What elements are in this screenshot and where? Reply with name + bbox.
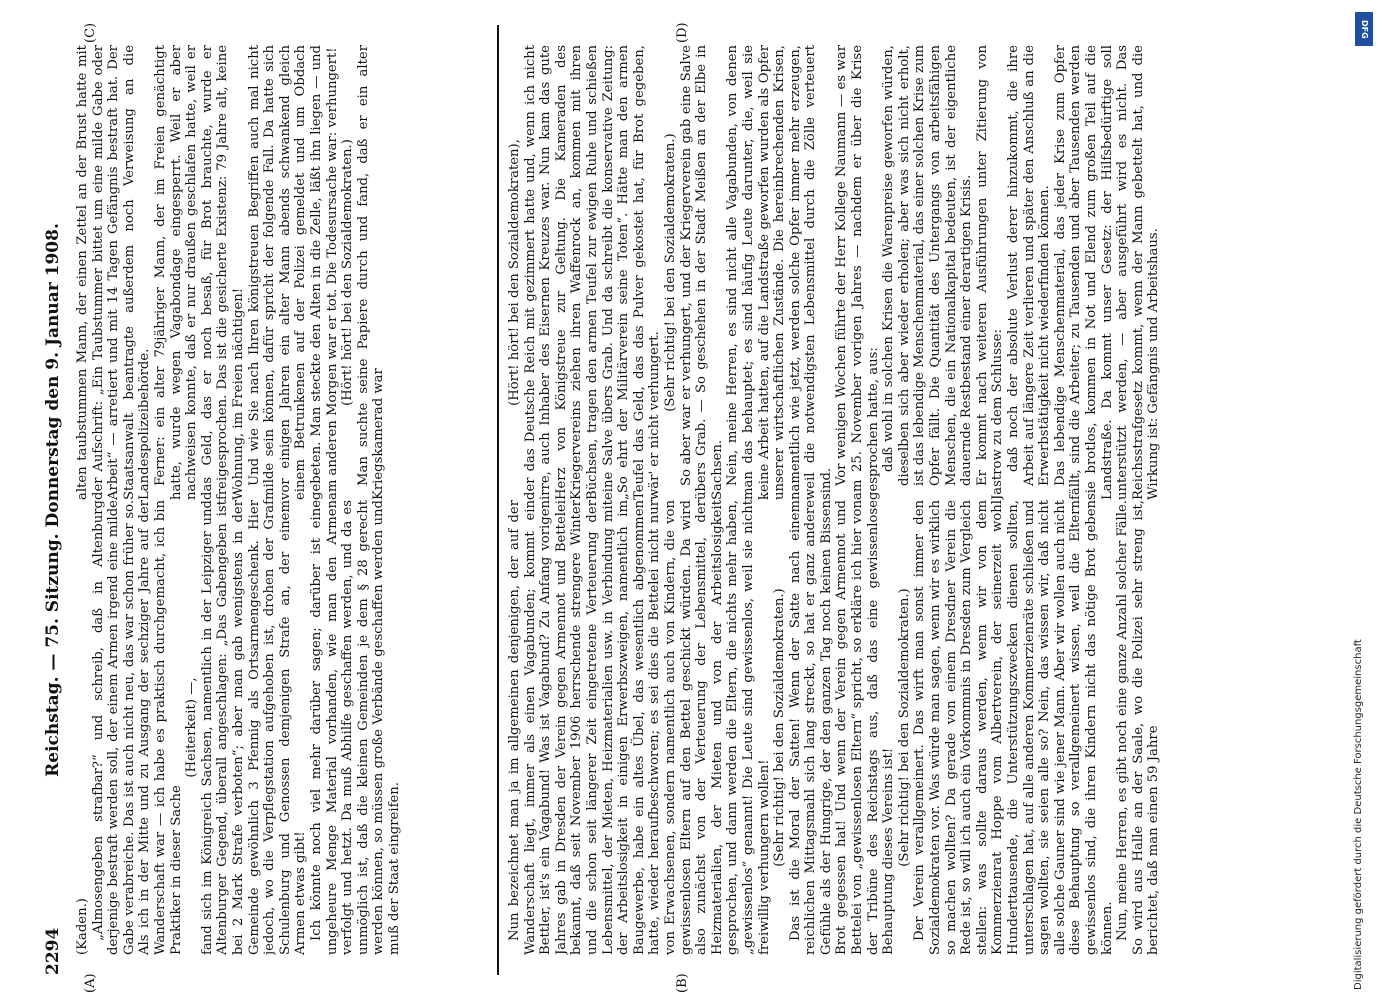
paragraph: Nein, meine Herren, es sind nicht alle Vagabunden, von denen man das behauptet; es sind häufig Leute darunter, die, weil sie keine Arbeit hatten, auf die Landstraße geworfen wurden als Opfer unserer wirtschaftlichen Zustände. Die hereinbrechenden Krisen, namentlich wie jetzt, werden solche Opfer immer mehr erzeugen, weil die notwendigsten Lebensmittel durch die Zölle verteuert sind. xyxy=(725,45,834,500)
quotation: daß wohl in solchen Krisen die Warenpreise geworfen würden, dieselben sich aber wieder erholen; aber was sich nicht erholt, ist das lebendige Menschenmaterial, das einer solchen Krise zum Opfer fällt. Die Quantität des Untergangs von arbeitsfähigen Menschen, die ein Nationalkapital bedeuten, ist der eigentliche dauernde Restbestand einer derartigen Krisis. xyxy=(881,45,975,486)
interjection: (Hört! hört! bei den Sozialdemokraten.) xyxy=(340,139,356,406)
paragraph: Der Verein verallgemeinert. Das wirft man sonst immer den Sozialdemokraten vor. Was würde man sagen, wenn wir es wirklich so machen wollten? Da gerade von einem Dresdner Verein die Rede ist, so will ich auch ein Vorkommnis in Dresden zum Vergleich stellen: was sollte daraus werden, wenn wir von dem Kommerzienrat Hoppe vom Albertverein, der seinerzeit wohl Hunderttausende, die Unterstützungszwecken dienen sollten, unterschlagen hat, auf alle anderen Kommerzienräte schließen und sagen wollten, sie seien alle so? Nein, das wissen wir, daß nicht alle solche Gauner sind wie jener Mann. Aber wir wollen auch nicht diese Behauptung so verallgemeinert wissen, weil die Eltern gewissenlos sind, die ihren Kindern nicht das nötige Brot geben können. xyxy=(912,500,1115,955)
dfg-logo: DFG xyxy=(1355,12,1373,46)
paragraph: Ferner: ein alter 79jähriger Mann, der im Freien genächtigt hatte, wurde wegen Vagabondage eingesperrt. Weil er aber nachweisen konnte, daß er nur draußen geschlafen hatte, weil er das Geld, das er noch besaß, für Brot brauchte, wurde er freigesprochen. Das ist die gesicherte Existenz: 79 Jahre alt, keine Wohnung, im Freien nächtigen! xyxy=(152,45,246,500)
paragraph: der das Deutsche Reich mit gezimmert hatte und, wenn ich nicht irre, auch Inhaber des Eisernen Kreuzes war. Nun kam das gute Herz von Königstreue zur Geltung. Die Kameraden des Kriegervereins ziehen ihren Waffenrock an, kommen mit ihren Büchsen, tragen den armen Teufel zur ewigen Ruhe und schießen eine Salve übers Grab. Und da schreibt die konservative Zeitung: „So ehrt der Militärverein seine Toten“. Hätte man den armen Teufel das Geld, das das Pulver gekostet hat, für Brot gegeben, wär' er nicht verhungert. xyxy=(522,45,663,500)
interjection: (Sehr richtig! bei den Sozialdemokraten.) xyxy=(662,133,678,412)
page-number: 2294 xyxy=(43,927,63,975)
paragraph: Und wie Sie nach Ihren königstreuen Begriffen auch mal nicht milde sein können, dafür spricht der folgende Fall. Da hatte sich vor einigen Jahren ein alter Mann abends schwankend gleich einem Betrunkenen auf der Polizei gemeldet und um Obdach gebeten. Man steckte den Alten in die Zelle, läßt ihn liegen — und am anderen Morgen war er tot. Die Todesursache war: verhungert! xyxy=(246,45,340,500)
interjection: (Sehr richtig! bei den Sozialdemokraten.) xyxy=(896,588,912,867)
running-head: Reichstag. — 75. Sitzung. Donnerstag den 9. Januar 1908. xyxy=(43,223,63,777)
speaker-label: (Kaden.) xyxy=(75,898,90,955)
margin-marker-c: (C) xyxy=(83,22,98,43)
quotation: daß noch der absolute Verlust derer hinzukommt, die ihre Arbeit auf längere Zeit verlieren und später den Anschluß an die Erwerbstätigkeit nicht wiederfinden können. xyxy=(1006,45,1053,486)
horizontal-rule xyxy=(497,25,499,975)
paragraph: Das ist die Moral der Satten! Wenn der Satte nach einem reichlichen Mittagsmahl sich lang streckt, so hat er ganz andere Gefühle als der Hungrige, der den ganzen Tag noch keinen Bissen Brot gegessen hat! Und wenn der Verein gegen Armennot und Bettelei von „gewissenlosen Eltern“ spricht, so erkläre ich hier von der Tribüne des Reichstags aus, daß das eine gewissenlose Behauptung dieses Vereins ist! xyxy=(787,500,897,955)
column-right-bottom xyxy=(507,45,1307,500)
page-header xyxy=(35,25,75,975)
margin-marker-a: (A) xyxy=(83,973,98,993)
interjection: (Hört! hört! bei den Sozialdemokraten), xyxy=(507,139,522,406)
interjection: (Heiterkeit) —, xyxy=(184,677,200,778)
digitization-credit xyxy=(1353,10,1377,990)
paragraph: Das lebendige Menschenmaterial, das jeder Krise zum Opfer fällt, sind die Arbeiter; zu Tausenden und aber Tausenden werden sie brotlos, kommen in Not und Elend zum großen Teil auf die Landstraße. Da kommt unser Gesetz: der Hilfsbedürftige soll unterstützt werden, — aber ausgeführt wird es nicht. Das Reichsstrafgesetz kommt, wenn der Mann gebettelt hat, und die Wirkung ist: Gefängnis und Arbeitshaus. xyxy=(1052,45,1162,500)
margin-marker-d: (D) xyxy=(675,22,690,43)
column-left-bottom xyxy=(507,500,1307,955)
paragraph: Nun bezeichnet man ja im allgemeinen denjenigen, der auf der Wanderschaft liegt, immer als einen Vagabunden; kommt ein Bettler, ist's ein Vagabund! Was ist Vagabund? Zu Anfang vorigen Jahres gab in Dresden der Verein gegen Armennot und Bettelei bekannt, daß seit November 1906 herrschende strengere Winter und die schon seit längerer Zeit eingetretene Verteuerung der Lebensmittel, der Mieten, Heizmaterialien usw. in Verbindung mit der Arbeitslosigkeit in einigen Erwerbszweigen, namentlich im Baugewerbe, habe ein altes Übel, das wesentlich abgenommen hatte, wieder heraufbeschworen; es sei dies die Bettelei nicht nur von Erwachsenen, sondern namentlich auch von Kindern, die von gewissenlosen Eltern auf den Bettel geschickt würden. Da wird also zunächst von der Verteuerung der Lebensmittel, der Heizmaterialien, der Mieten und von der Arbeitslosigkeit gesprochen, und dann werden die Eltern, die nichts mehr haben, „gewissenlos“ genannt! Die Leute sind gewissenlos, weil sie nicht freiwillig verhungern wollen! xyxy=(507,500,772,955)
margin-marker-b: (B) xyxy=(675,973,690,993)
paragraph: fand sich im Königreich Sachsen, namentlich in der Leipziger und Altenburger Gegend, überall angeschlagen: „Das Gabengeben ist bei 2 Mark Strafe verboten“; aber man gab wenigstens in der Gemeinde gewöhnlich 3 Pfennig als Ortsarmengeschenk. Hier jedoch, wo die Verpflegstation aufgehoben ist, drohen der Graf Schulenburg und Genossen demjenigen Strafe an, der einem Armen etwas gibt! xyxy=(199,500,309,955)
rotated-page xyxy=(35,22,1325,993)
interjection: (Sehr richtig! bei den Sozialdemokraten.) xyxy=(772,588,788,867)
paragraph: Ich könnte noch viel mehr darüber sagen; darüber ist eine ungeheure Menge Material vorhanden, wie man den Armen verfolgt und hetzt. Da muß Abhilfe geschaffen werden, und da es unmöglich ist, daß die kleinen Gemeinden je dem § 28 gerecht werden können, so müssen große Verbände geschaffen werden und muß der Staat eingreifen. xyxy=(308,500,402,955)
paragraph: Vor wenigen Wochen führte der Herr Kollege Naumann — es war am 25. November vorigen Jahres — nachdem er über die Krise gesprochen hatte, aus: xyxy=(834,45,881,500)
column-left-top xyxy=(75,500,490,955)
paragraph: „Almosengeben strafbar?“ und schreib, daß in Altenburg derjenige bestraft werden soll, der einem Armen irgend eine milde Gabe verabreiche. Das ist auch nicht neu, das war schon früher so. Als ich in der Mitte und zu Ausgang der sechziger Jahre auf der Wanderschaft war — ich habe es praktisch durchgemacht, ich bin Praktiker in dieser Sache xyxy=(90,500,184,955)
paragraph: alten taubstummen Mann, der einen Zettel an der Brust hatte mit der Aufschrift: „Ein Taubstummer bittet um eine milde Gabe oder Arbeit“ — arretiert und mit 14 Tagen Gefängnis bestraft hat. Der Staatsanwalt beantragte außerdem noch Verweisung an die Landespolizeibehörde. xyxy=(75,45,153,500)
paragraph: Er kommt nach weiteren Ausführungen unter Zitierung von Jastrow zu dem Schlusse: xyxy=(974,45,1006,500)
credit-text: Digitalisierung gefördert durch die Deutsche Forschungsgemeinschaft xyxy=(1353,639,1364,990)
paragraph: Nun, meine Herren, es gibt noch eine ganze Anzahl solcher Fälle. So wird aus Halle an der Saale, wo die Polizei sehr streng ist, berichtet, daß man einen 59 Jahre xyxy=(1115,500,1162,955)
paragraph: So aber war er verhungert, und der Kriegerverein gab eine Salve übers Grab. — So geschehen in der Stadt Meißen an der Elbe in Sachsen. xyxy=(678,45,725,500)
column-right-top xyxy=(75,45,490,500)
paragraph: Man suchte seine Papiere durch und fand, daß er ein alter Kriegskamerad war xyxy=(355,45,387,500)
